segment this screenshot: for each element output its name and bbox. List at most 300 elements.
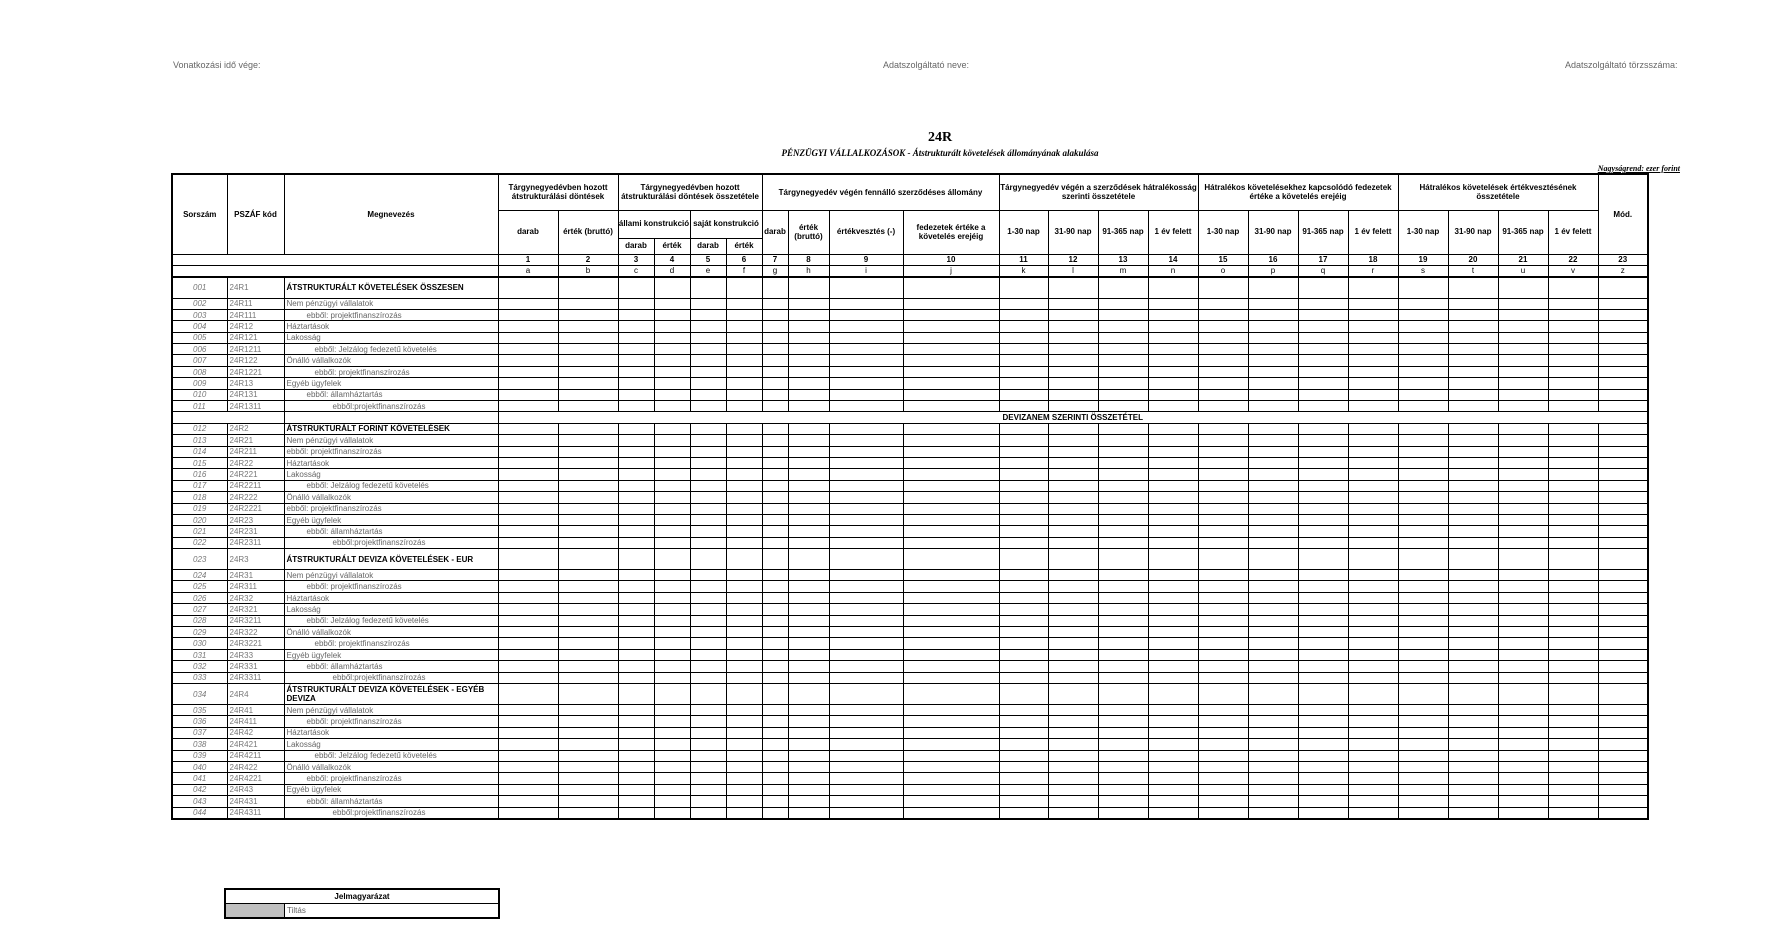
data-cell[interactable] [1548, 716, 1598, 727]
data-cell[interactable] [1598, 672, 1648, 683]
data-cell[interactable] [829, 638, 903, 649]
data-cell[interactable] [1098, 716, 1148, 727]
data-cell[interactable] [1248, 389, 1298, 400]
data-cell[interactable] [1498, 492, 1548, 503]
data-cell[interactable] [1548, 750, 1598, 761]
data-cell[interactable] [726, 435, 762, 446]
data-cell[interactable] [558, 784, 618, 795]
data-cell[interactable] [1098, 389, 1148, 400]
data-cell[interactable] [999, 684, 1048, 705]
data-cell[interactable] [726, 332, 762, 343]
data-cell[interactable] [829, 446, 903, 457]
data-cell[interactable] [618, 604, 654, 615]
data-cell[interactable] [654, 615, 690, 626]
data-cell[interactable] [762, 592, 788, 603]
data-cell[interactable] [1448, 581, 1498, 592]
data-cell[interactable] [1348, 423, 1398, 434]
data-cell[interactable] [1398, 549, 1448, 570]
data-cell[interactable] [1198, 549, 1248, 570]
data-cell[interactable] [498, 537, 558, 548]
data-cell[interactable] [1198, 773, 1248, 784]
data-cell[interactable] [1598, 526, 1648, 537]
data-cell[interactable] [1198, 366, 1248, 377]
data-cell[interactable] [1598, 627, 1648, 638]
data-cell[interactable] [1148, 581, 1198, 592]
data-cell[interactable] [1348, 366, 1398, 377]
data-cell[interactable] [903, 773, 999, 784]
data-cell[interactable] [1548, 739, 1598, 750]
data-cell[interactable] [1098, 649, 1148, 660]
data-cell[interactable] [762, 716, 788, 727]
data-cell[interactable] [1248, 661, 1298, 672]
data-cell[interactable] [1448, 807, 1498, 819]
data-cell[interactable] [1048, 739, 1098, 750]
data-cell[interactable] [1148, 332, 1198, 343]
data-cell[interactable] [558, 457, 618, 468]
data-cell[interactable] [1598, 784, 1648, 795]
data-cell[interactable] [1448, 469, 1498, 480]
data-cell[interactable] [1248, 446, 1298, 457]
data-cell[interactable] [1048, 773, 1098, 784]
data-cell[interactable] [690, 638, 726, 649]
data-cell[interactable] [1298, 604, 1348, 615]
data-cell[interactable] [762, 549, 788, 570]
data-cell[interactable] [1398, 457, 1448, 468]
data-cell[interactable] [1048, 549, 1098, 570]
data-cell[interactable] [829, 526, 903, 537]
data-cell[interactable] [1498, 784, 1548, 795]
data-cell[interactable] [618, 423, 654, 434]
data-cell[interactable] [1598, 592, 1648, 603]
data-cell[interactable] [1098, 298, 1148, 309]
data-cell[interactable] [618, 627, 654, 638]
data-cell[interactable] [999, 401, 1048, 412]
data-cell[interactable] [690, 277, 726, 299]
data-cell[interactable] [1498, 309, 1548, 320]
data-cell[interactable] [618, 615, 654, 626]
data-cell[interactable] [558, 638, 618, 649]
data-cell[interactable] [558, 332, 618, 343]
data-cell[interactable] [618, 807, 654, 819]
data-cell[interactable] [1348, 727, 1398, 738]
data-cell[interactable] [498, 401, 558, 412]
data-cell[interactable] [498, 739, 558, 750]
data-cell[interactable] [829, 592, 903, 603]
data-cell[interactable] [999, 492, 1048, 503]
data-cell[interactable] [1498, 503, 1548, 514]
data-cell[interactable] [690, 750, 726, 761]
data-cell[interactable] [1048, 684, 1098, 705]
data-cell[interactable] [558, 526, 618, 537]
data-cell[interactable] [1498, 661, 1548, 672]
data-cell[interactable] [1548, 401, 1598, 412]
data-cell[interactable] [690, 684, 726, 705]
data-cell[interactable] [558, 592, 618, 603]
data-cell[interactable] [1048, 332, 1098, 343]
data-cell[interactable] [829, 705, 903, 716]
data-cell[interactable] [1198, 649, 1248, 660]
data-cell[interactable] [1148, 321, 1198, 332]
data-cell[interactable] [690, 355, 726, 366]
data-cell[interactable] [1248, 514, 1298, 525]
data-cell[interactable] [829, 366, 903, 377]
data-cell[interactable] [1548, 298, 1598, 309]
data-cell[interactable] [654, 355, 690, 366]
data-cell[interactable] [654, 321, 690, 332]
data-cell[interactable] [1498, 446, 1548, 457]
data-cell[interactable] [558, 604, 618, 615]
data-cell[interactable] [1398, 366, 1448, 377]
data-cell[interactable] [618, 526, 654, 537]
data-cell[interactable] [788, 492, 829, 503]
data-cell[interactable] [762, 672, 788, 683]
data-cell[interactable] [903, 604, 999, 615]
data-cell[interactable] [1298, 423, 1348, 434]
data-cell[interactable] [1498, 514, 1548, 525]
data-cell[interactable] [1448, 298, 1498, 309]
data-cell[interactable] [1448, 627, 1498, 638]
data-cell[interactable] [654, 581, 690, 592]
data-cell[interactable] [829, 716, 903, 727]
data-cell[interactable] [1348, 796, 1398, 807]
data-cell[interactable] [1548, 480, 1598, 491]
data-cell[interactable] [690, 446, 726, 457]
data-cell[interactable] [1448, 549, 1498, 570]
data-cell[interactable] [690, 435, 726, 446]
data-cell[interactable] [1498, 570, 1548, 581]
data-cell[interactable] [498, 355, 558, 366]
data-cell[interactable] [1598, 309, 1648, 320]
data-cell[interactable] [829, 309, 903, 320]
data-cell[interactable] [654, 298, 690, 309]
data-cell[interactable] [762, 378, 788, 389]
data-cell[interactable] [1348, 581, 1398, 592]
data-cell[interactable] [762, 277, 788, 299]
data-cell[interactable] [788, 469, 829, 480]
data-cell[interactable] [690, 549, 726, 570]
data-cell[interactable] [1198, 604, 1248, 615]
data-cell[interactable] [1148, 514, 1198, 525]
data-cell[interactable] [1498, 526, 1548, 537]
data-cell[interactable] [1198, 492, 1248, 503]
data-cell[interactable] [618, 389, 654, 400]
data-cell[interactable] [1398, 514, 1448, 525]
data-cell[interactable] [1348, 807, 1398, 819]
data-cell[interactable] [829, 355, 903, 366]
data-cell[interactable] [498, 514, 558, 525]
data-cell[interactable] [903, 492, 999, 503]
data-cell[interactable] [1398, 604, 1448, 615]
data-cell[interactable] [1498, 549, 1548, 570]
data-cell[interactable] [1198, 355, 1248, 366]
data-cell[interactable] [498, 773, 558, 784]
data-cell[interactable] [1198, 503, 1248, 514]
data-cell[interactable] [618, 537, 654, 548]
data-cell[interactable] [1248, 581, 1298, 592]
data-cell[interactable] [1248, 705, 1298, 716]
data-cell[interactable] [1198, 378, 1248, 389]
data-cell[interactable] [690, 784, 726, 795]
data-cell[interactable] [999, 389, 1048, 400]
data-cell[interactable] [726, 727, 762, 738]
data-cell[interactable] [788, 807, 829, 819]
data-cell[interactable] [558, 705, 618, 716]
data-cell[interactable] [1548, 378, 1598, 389]
data-cell[interactable] [1348, 649, 1398, 660]
data-cell[interactable] [1548, 627, 1598, 638]
data-cell[interactable] [1198, 321, 1248, 332]
data-cell[interactable] [1198, 750, 1248, 761]
data-cell[interactable] [829, 627, 903, 638]
data-cell[interactable] [1148, 457, 1198, 468]
data-cell[interactable] [690, 537, 726, 548]
data-cell[interactable] [1148, 401, 1198, 412]
data-cell[interactable] [999, 627, 1048, 638]
data-cell[interactable] [558, 344, 618, 355]
data-cell[interactable] [1448, 277, 1498, 299]
data-cell[interactable] [618, 684, 654, 705]
data-cell[interactable] [618, 716, 654, 727]
data-cell[interactable] [829, 684, 903, 705]
data-cell[interactable] [788, 672, 829, 683]
data-cell[interactable] [1098, 784, 1148, 795]
data-cell[interactable] [788, 332, 829, 343]
data-cell[interactable] [558, 446, 618, 457]
data-cell[interactable] [1498, 480, 1548, 491]
data-cell[interactable] [1148, 446, 1198, 457]
data-cell[interactable] [1548, 514, 1598, 525]
data-cell[interactable] [999, 638, 1048, 649]
data-cell[interactable] [726, 581, 762, 592]
data-cell[interactable] [829, 773, 903, 784]
data-cell[interactable] [1048, 503, 1098, 514]
data-cell[interactable] [1548, 705, 1598, 716]
data-cell[interactable] [1398, 807, 1448, 819]
data-cell[interactable] [1398, 750, 1448, 761]
data-cell[interactable] [726, 503, 762, 514]
data-cell[interactable] [690, 604, 726, 615]
data-cell[interactable] [1398, 661, 1448, 672]
data-cell[interactable] [999, 592, 1048, 603]
data-cell[interactable] [1348, 705, 1398, 716]
data-cell[interactable] [1248, 592, 1298, 603]
data-cell[interactable] [654, 469, 690, 480]
data-cell[interactable] [1198, 344, 1248, 355]
data-cell[interactable] [1098, 366, 1148, 377]
data-cell[interactable] [1198, 446, 1248, 457]
data-cell[interactable] [1598, 649, 1648, 660]
data-cell[interactable] [1048, 526, 1098, 537]
data-cell[interactable] [1348, 355, 1398, 366]
data-cell[interactable] [829, 761, 903, 772]
data-cell[interactable] [788, 378, 829, 389]
data-cell[interactable] [1248, 277, 1298, 299]
data-cell[interactable] [1048, 570, 1098, 581]
data-cell[interactable] [726, 684, 762, 705]
data-cell[interactable] [999, 570, 1048, 581]
data-cell[interactable] [618, 503, 654, 514]
data-cell[interactable] [1548, 503, 1598, 514]
data-cell[interactable] [726, 784, 762, 795]
data-cell[interactable] [1148, 355, 1198, 366]
data-cell[interactable] [1298, 514, 1348, 525]
data-cell[interactable] [1598, 492, 1648, 503]
data-cell[interactable] [1098, 739, 1148, 750]
data-cell[interactable] [903, 401, 999, 412]
data-cell[interactable] [999, 581, 1048, 592]
data-cell[interactable] [558, 480, 618, 491]
data-cell[interactable] [999, 423, 1048, 434]
data-cell[interactable] [1148, 727, 1198, 738]
data-cell[interactable] [1148, 672, 1198, 683]
data-cell[interactable] [1348, 549, 1398, 570]
data-cell[interactable] [690, 672, 726, 683]
data-cell[interactable] [829, 796, 903, 807]
data-cell[interactable] [654, 389, 690, 400]
data-cell[interactable] [1198, 727, 1248, 738]
data-cell[interactable] [762, 514, 788, 525]
data-cell[interactable] [1098, 492, 1148, 503]
data-cell[interactable] [690, 366, 726, 377]
data-cell[interactable] [618, 366, 654, 377]
data-cell[interactable] [1398, 446, 1448, 457]
data-cell[interactable] [1048, 344, 1098, 355]
data-cell[interactable] [1098, 435, 1148, 446]
data-cell[interactable] [1198, 423, 1248, 434]
data-cell[interactable] [1348, 684, 1398, 705]
data-cell[interactable] [1198, 480, 1248, 491]
data-cell[interactable] [1098, 705, 1148, 716]
data-cell[interactable] [903, 332, 999, 343]
data-cell[interactable] [1348, 537, 1398, 548]
data-cell[interactable] [558, 684, 618, 705]
data-cell[interactable] [690, 401, 726, 412]
data-cell[interactable] [558, 727, 618, 738]
data-cell[interactable] [1348, 469, 1398, 480]
data-cell[interactable] [1298, 638, 1348, 649]
data-cell[interactable] [726, 807, 762, 819]
data-cell[interactable] [1398, 423, 1448, 434]
data-cell[interactable] [903, 537, 999, 548]
data-cell[interactable] [618, 492, 654, 503]
data-cell[interactable] [726, 298, 762, 309]
data-cell[interactable] [999, 469, 1048, 480]
data-cell[interactable] [1298, 739, 1348, 750]
data-cell[interactable] [1548, 526, 1598, 537]
data-cell[interactable] [1498, 739, 1548, 750]
data-cell[interactable] [1448, 537, 1498, 548]
data-cell[interactable] [1048, 604, 1098, 615]
data-cell[interactable] [1498, 672, 1548, 683]
data-cell[interactable] [498, 298, 558, 309]
data-cell[interactable] [654, 649, 690, 660]
data-cell[interactable] [654, 684, 690, 705]
data-cell[interactable] [1098, 581, 1148, 592]
data-cell[interactable] [498, 469, 558, 480]
data-cell[interactable] [1098, 401, 1148, 412]
data-cell[interactable] [829, 277, 903, 299]
data-cell[interactable] [1298, 435, 1348, 446]
data-cell[interactable] [762, 469, 788, 480]
data-cell[interactable] [498, 570, 558, 581]
data-cell[interactable] [1048, 366, 1098, 377]
data-cell[interactable] [558, 627, 618, 638]
data-cell[interactable] [1498, 435, 1548, 446]
data-cell[interactable] [1148, 570, 1198, 581]
data-cell[interactable] [762, 750, 788, 761]
data-cell[interactable] [1298, 684, 1348, 705]
data-cell[interactable] [654, 366, 690, 377]
data-cell[interactable] [1098, 604, 1148, 615]
data-cell[interactable] [1598, 480, 1648, 491]
data-cell[interactable] [618, 638, 654, 649]
data-cell[interactable] [726, 739, 762, 750]
data-cell[interactable] [829, 423, 903, 434]
data-cell[interactable] [762, 581, 788, 592]
data-cell[interactable] [788, 773, 829, 784]
data-cell[interactable] [762, 705, 788, 716]
data-cell[interactable] [1548, 570, 1598, 581]
data-cell[interactable] [726, 570, 762, 581]
data-cell[interactable] [654, 457, 690, 468]
data-cell[interactable] [498, 321, 558, 332]
data-cell[interactable] [1348, 661, 1398, 672]
data-cell[interactable] [1048, 581, 1098, 592]
data-cell[interactable] [498, 592, 558, 603]
data-cell[interactable] [1298, 672, 1348, 683]
data-cell[interactable] [1398, 581, 1448, 592]
data-cell[interactable] [788, 581, 829, 592]
data-cell[interactable] [558, 649, 618, 660]
data-cell[interactable] [618, 739, 654, 750]
data-cell[interactable] [558, 615, 618, 626]
data-cell[interactable] [829, 750, 903, 761]
data-cell[interactable] [726, 389, 762, 400]
data-cell[interactable] [1298, 457, 1348, 468]
data-cell[interactable] [726, 761, 762, 772]
data-cell[interactable] [726, 549, 762, 570]
data-cell[interactable] [1548, 344, 1598, 355]
data-cell[interactable] [1598, 423, 1648, 434]
data-cell[interactable] [1498, 684, 1548, 705]
data-cell[interactable] [1548, 807, 1598, 819]
data-cell[interactable] [1298, 705, 1348, 716]
data-cell[interactable] [762, 807, 788, 819]
data-cell[interactable] [1148, 796, 1198, 807]
data-cell[interactable] [1048, 796, 1098, 807]
data-cell[interactable] [1448, 389, 1498, 400]
data-cell[interactable] [618, 773, 654, 784]
data-cell[interactable] [1098, 321, 1148, 332]
data-cell[interactable] [1398, 389, 1448, 400]
data-cell[interactable] [1548, 355, 1598, 366]
data-cell[interactable] [654, 332, 690, 343]
data-cell[interactable] [654, 784, 690, 795]
data-cell[interactable] [788, 457, 829, 468]
data-cell[interactable] [999, 446, 1048, 457]
data-cell[interactable] [903, 549, 999, 570]
data-cell[interactable] [726, 355, 762, 366]
data-cell[interactable] [1098, 672, 1148, 683]
data-cell[interactable] [999, 526, 1048, 537]
data-cell[interactable] [1048, 672, 1098, 683]
data-cell[interactable] [1348, 298, 1398, 309]
data-cell[interactable] [1398, 784, 1448, 795]
data-cell[interactable] [788, 514, 829, 525]
data-cell[interactable] [762, 446, 788, 457]
data-cell[interactable] [1198, 309, 1248, 320]
data-cell[interactable] [999, 503, 1048, 514]
